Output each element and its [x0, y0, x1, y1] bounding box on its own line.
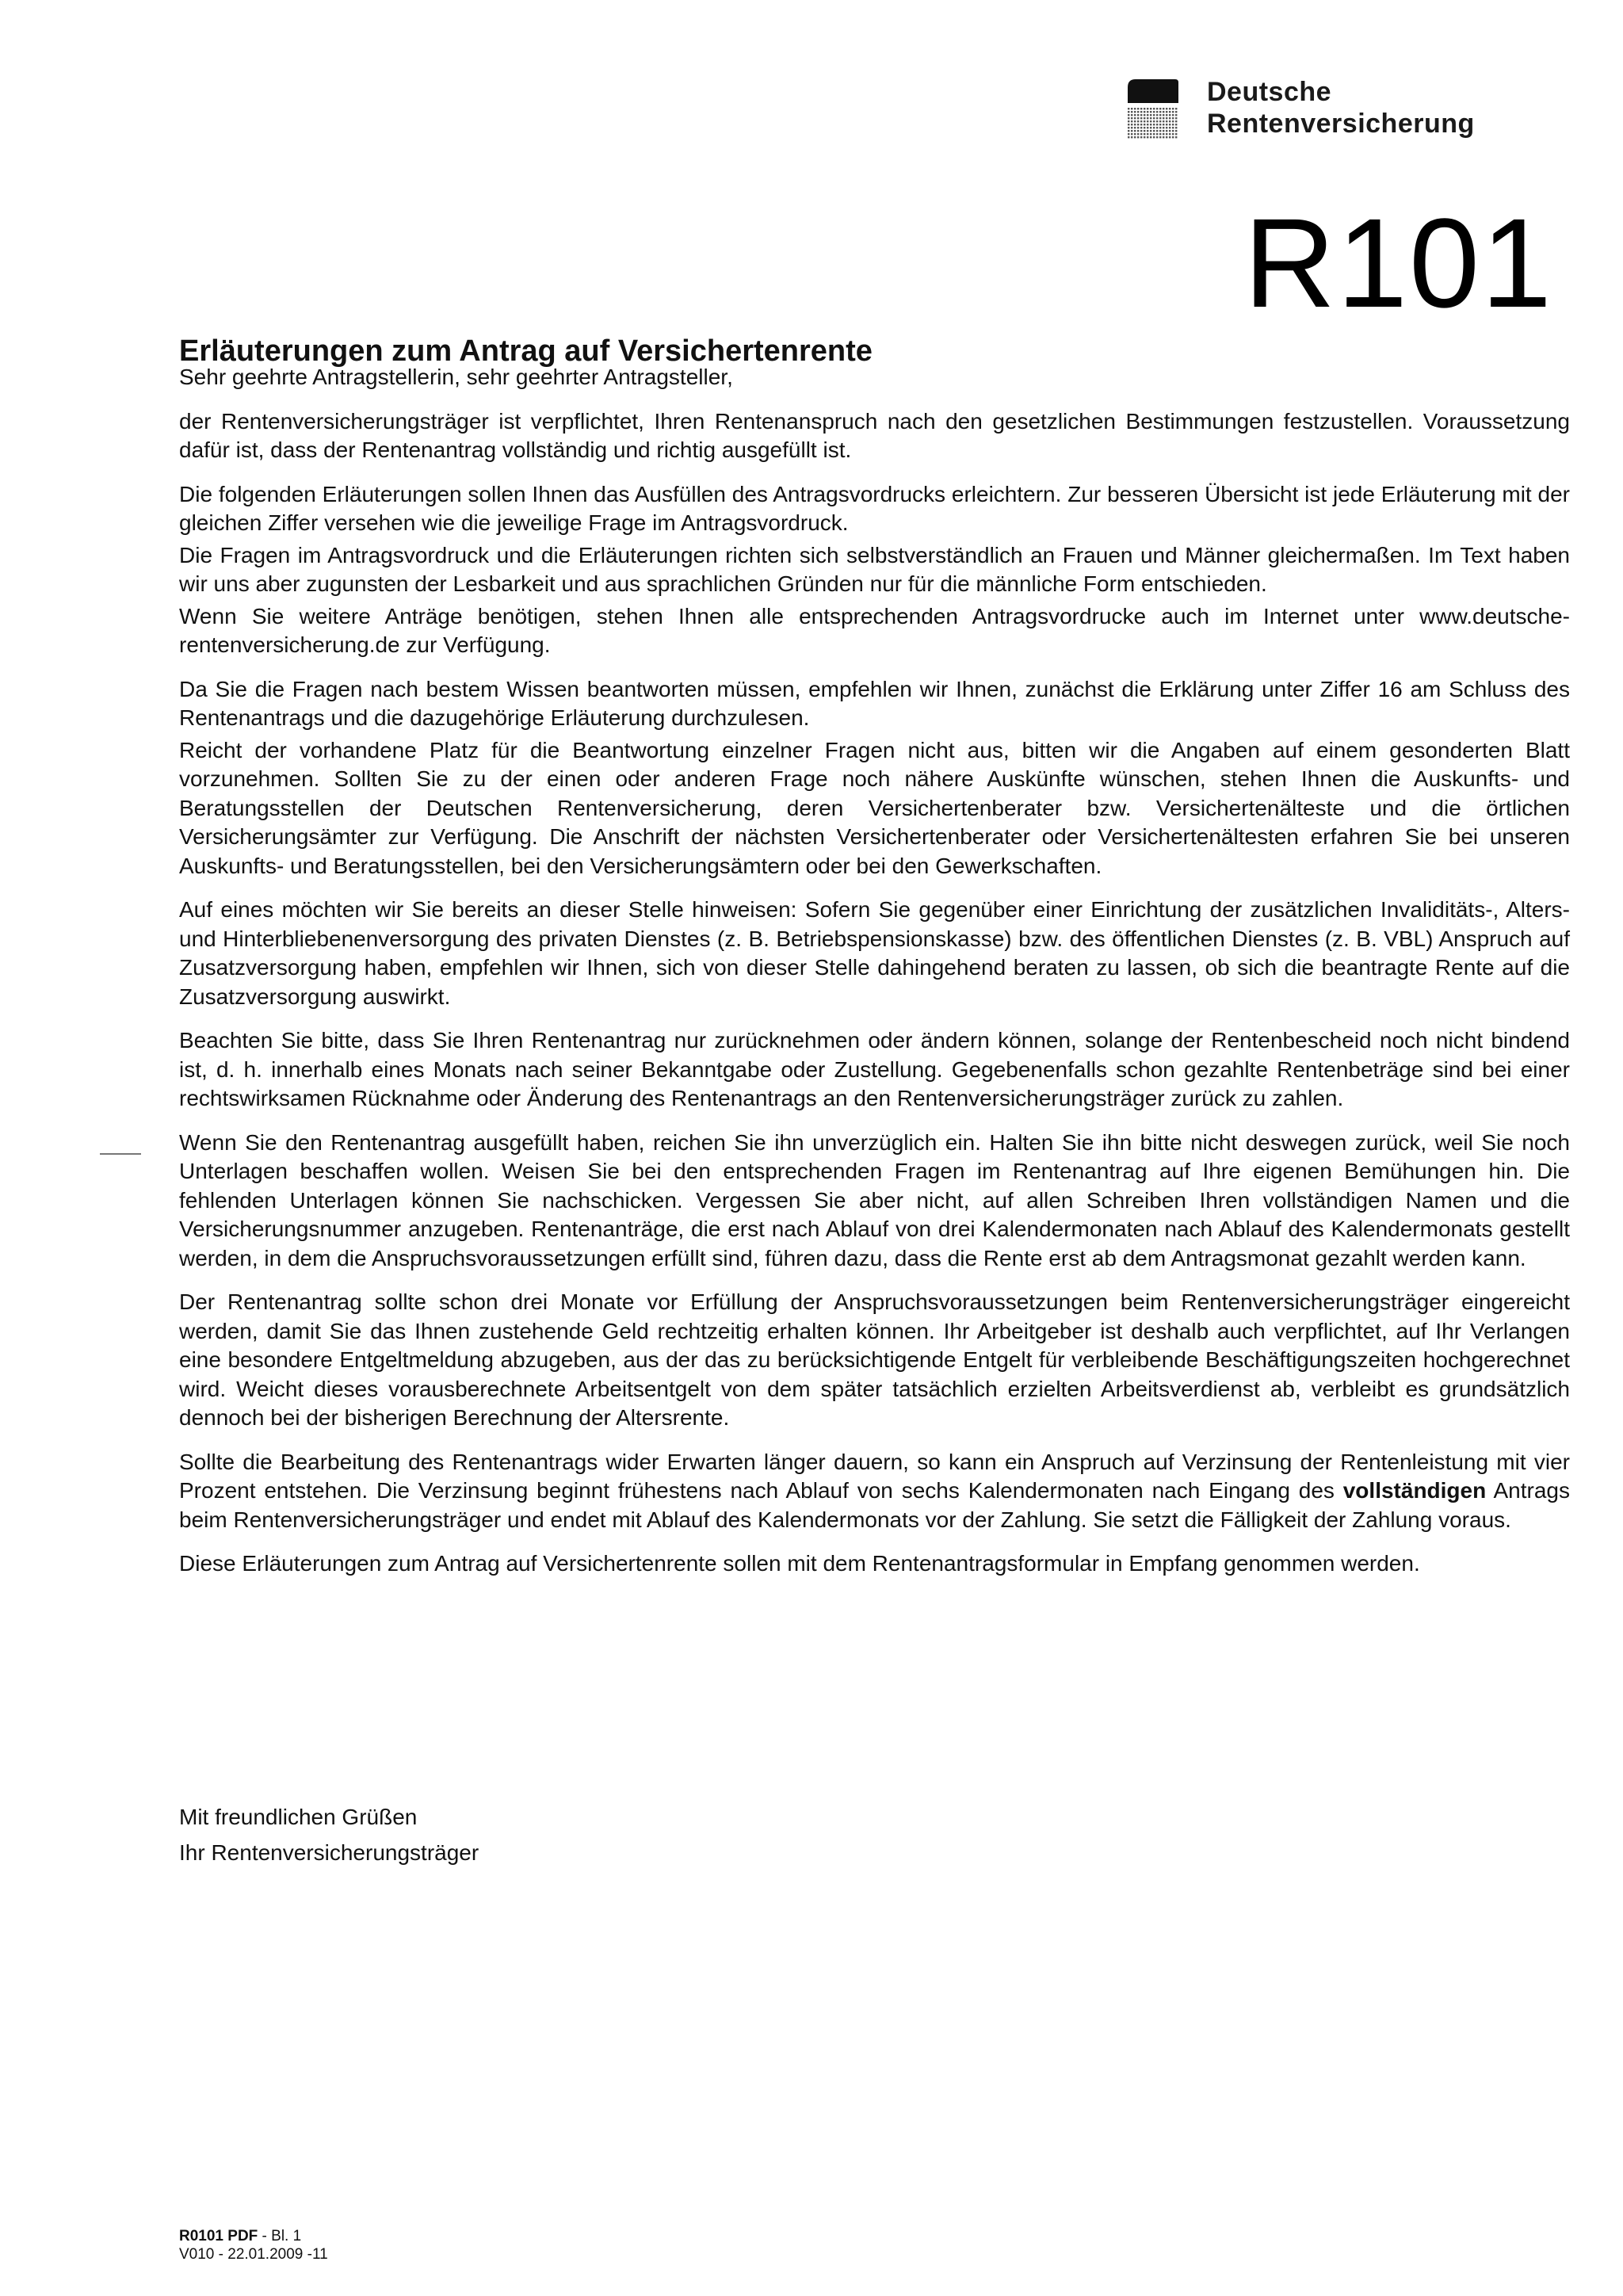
- paragraph-internet: Wenn Sie weitere Anträge benötigen, stehen Ihnen alle entsprechenden Antragsvordrucke auch im Internet unter www.deutsche-rentenversicherung.de zur Verfügung.: [179, 603, 1570, 657]
- footer: [179, 2227, 328, 2264]
- salutation: Sehr geehrte Antragstellerin, sehr geehrter Antragsteller,: [179, 365, 733, 389]
- letter-body: [179, 363, 1570, 1579]
- closing-greeting: Mit freundlichen Grüßen: [179, 1805, 418, 1829]
- paragraph-advice: Reicht der vorhandene Platz für die Beantwortung einzelner Fragen nicht aus, bitten wir die Angaben auf einem gesonderten Blatt vorzunehmen. Sollten Sie zu der einen oder anderen Frage noch nähere Auskünfte wünschen, stehen Ihnen die Auskunfts- und Beratungsstellen der Deutschen Rentenversicherung, deren Versichertenberater bzw. Versichertenälteste und die örtlichen Versicherungsämter zur Verfügung. Die Anschrift der nächsten Versichertenberater oder Versichertenältesten erfahren Sie bei unseren Auskunfts- und Beratungsstellen, bei den Versicherungsämtern oder bei den Gewerkschaften.: [179, 737, 1570, 878]
- footer-version: V010 - 22.01.2009 -11: [179, 2246, 328, 2263]
- paragraph-withdrawal: Beachten Sie bitte, dass Sie Ihren Rentenantrag nur zurücknehmen oder ändern können, solange der Rentenbescheid noch nicht bindend ist, d. h. innerhalb eines Monats nach seiner Bekanntgabe oder Zustellung. Gegebenenfalls schon gezahlte Rentenbeträge sind bei einer rechtswirksamen Rücknahme oder Änderung des Rentenantrags an den Rentenversicherungsträger zurück zu zahlen.: [179, 1028, 1570, 1110]
- paragraph-gender-form: Die Fragen im Antragsvordruck und die Erläuterungen richten sich selbstverständlich an Frauen und Männer gleichermaßen. Im Text haben wir uns aber zugunsten der Lesbarkeit und aus sprachlichen Gründen nur für die männliche Form entschieden.: [179, 542, 1570, 596]
- paragraph-supplementary-pension: Auf eines möchten wir Sie bereits an dieser Stelle hinweisen: Sofern Sie gegenüber einer Einrichtung der zusätzlichen Invaliditäts-, Alters- und Hinterbliebenenversorgung des privaten Dienstes (z. B. Betriebspensionskasse) bzw. des öffentlichen Dienstes (z. B. VBL) Anspruch auf Zusatzversorgung haben, empfehlen wir Ihnen, sich von dieser Stelle dahingehend beraten zu lassen, ob sich die beantragte Rente auf die Zusatzversorgung auswirkt.: [179, 897, 1570, 1009]
- fold-mark: [100, 1153, 141, 1155]
- interest-text-after: Antrags beim Rentenversicherungsträger und endet mit Ablauf des Kalendermonats vor der Zahlung. Sie setzt die Fälligkeit der Zahlung voraus.: [179, 1478, 1570, 1532]
- paragraph-declaration: Da Sie die Fragen nach bestem Wissen beantworten müssen, empfehlen wir Ihnen, zunächst die Erklärung unter Ziffer 16 am Schluss des Rentenantrags und die dazugehörige Erläuterung durchzulesen.: [179, 676, 1570, 730]
- paragraph-final: Diese Erläuterungen zum Antrag auf Versichertenrente sollen mit dem Rentenantragsformular in Empfang genommen werden.: [179, 1551, 1420, 1576]
- footer-line-1: [179, 2227, 328, 2245]
- paragraph-obligation: der Rentenversicherungsträger ist verpflichtet, Ihren Rentenanspruch nach den gesetzlichen Bestimmungen festzustellen. Voraussetzung dafür ist, dass der Rentenantrag vollständig und richtig ausgefüllt ist.: [179, 408, 1570, 462]
- logo-line-2: Rentenversicherung: [1207, 109, 1475, 139]
- logo-text: [1207, 76, 1475, 139]
- paragraph-submission: Wenn Sie den Rentenantrag ausgefüllt haben, reichen Sie ihn unverzüglich ein. Halten Sie ihn bitte nicht deswegen zurück, weil Sie noch Unterlagen beschaffen wollen. Weisen Sie bei den entsprechenden Fragen im Rentenantrag auf Ihre eigenen Bemühungen hin. Die fehlenden Unterlagen können Sie nachschicken. Vergessen Sie aber nicht, auf allen Schreiben Ihren vollständigen Namen und die Versicherungsnummer anzugeben. Rentenanträge, die erst nach Ablauf von drei Kalendermonaten nach Ablauf des Kalendermonats gestellt werden, in dem die Anspruchsvoraussetzungen erfüllt sind, führen dazu, dass die Rente erst ab dem Antragsmonat gezahlt werden kann.: [179, 1129, 1570, 1270]
- interest-text-before: Sollte die Bearbeitung des Rentenantrags wider Erwarten länger dauern, so kann ein Anspruch auf Verzinsung der Rentenleistung mit vier Prozent entstehen. Die Verzinsung beginnt frühestens nach Ablauf von sechs Kalendermonaten nach Eingang des: [179, 1449, 1570, 1503]
- page-title: Erläuterungen zum Antrag auf Versichertenrente: [179, 334, 873, 368]
- paragraph-interest: [179, 1448, 1570, 1535]
- logo: [1128, 76, 1524, 143]
- logo-line-1: Deutsche: [1207, 77, 1332, 107]
- footer-form-code: R0101 PDF: [179, 2228, 258, 2244]
- closing: [179, 1799, 479, 1870]
- paragraph-explanations: Die folgenden Erläuterungen sollen Ihnen das Ausfüllen des Antragsvordrucks erleichtern. Zur besseren Übersicht ist jede Erläuterung mit der gleichen Ziffer versehen wie die jeweilige Frage im Antragsvordruck.: [179, 481, 1570, 535]
- form-code: R101: [1243, 192, 1553, 334]
- deutsche-rentenversicherung-logo-icon: [1128, 79, 1178, 139]
- interest-text-bold: vollständigen: [1342, 1478, 1487, 1503]
- closing-sender: Ihr Rentenversicherungsträger: [179, 1840, 479, 1865]
- paragraph-timing: Der Rentenantrag sollte schon drei Monate vor Erfüllung der Anspruchsvoraussetzungen beim Rentenversicherungsträger eingereicht werden, damit Sie das Ihnen zustehende Geld rechtzeitig erhalten können. Ihr Arbeitgeber ist deshalb auch verpflichtet, auf Ihr Verlangen eine besondere Entgeltmeldung abzugeben, aus der das zu berücksichtigende Entgelt für verbleibende Beschäftigungszeiten hochgerechnet wird. Weicht dieses vorausberechnete Arbeitsentgelt von dem später tatsächlich erzielten Arbeitsverdienst ab, verbleibt es grundsätzlich dennoch bei der bisherigen Berechnung der Altersrente.: [179, 1289, 1570, 1430]
- footer-sheet: - Bl. 1: [258, 2228, 302, 2244]
